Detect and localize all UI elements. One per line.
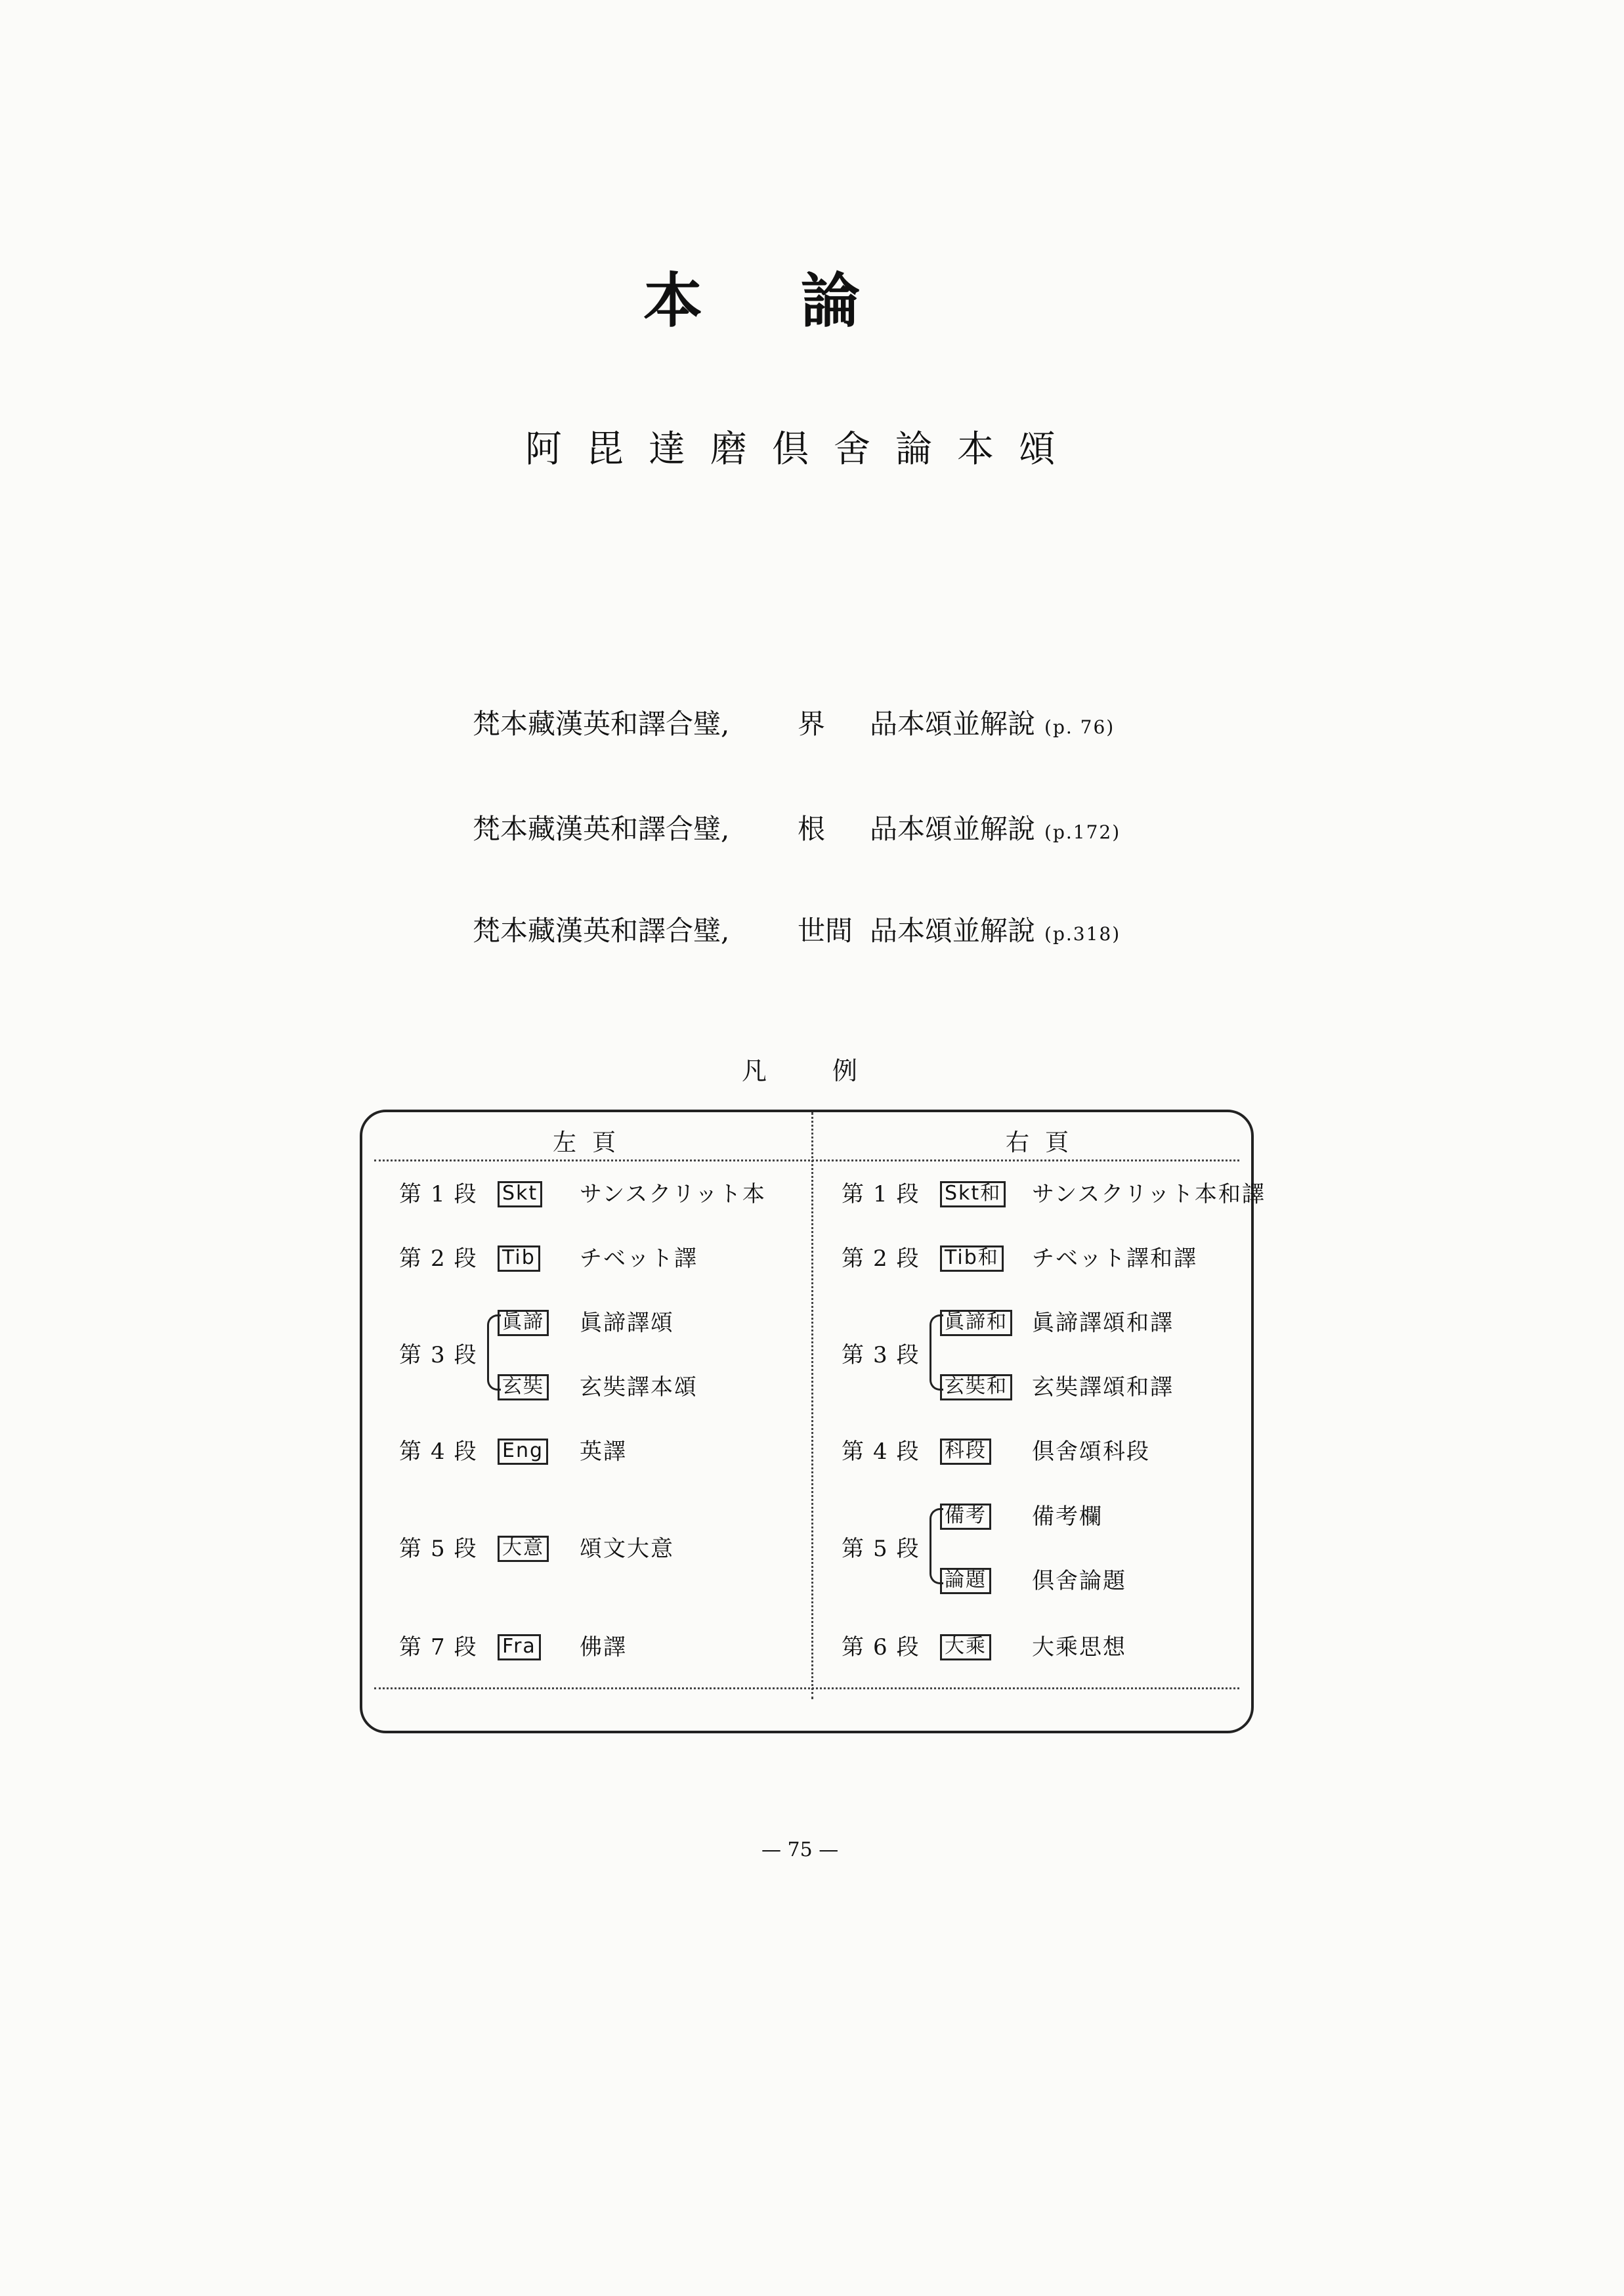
legend-column-divider <box>811 1112 813 1699</box>
row-description: チベット譯 <box>580 1245 698 1272</box>
legend-row <box>399 1242 793 1275</box>
row-stage: 第3段 <box>842 1342 928 1368</box>
row-code-box: Tib和 <box>940 1245 1004 1272</box>
row-code-box: 備考 <box>940 1504 991 1530</box>
row-code-box: 大意 <box>498 1536 549 1562</box>
row-description: 大乘思想 <box>1032 1634 1126 1660</box>
legend-subrow <box>842 1500 1249 1533</box>
row-stage: 第2段 <box>842 1245 928 1272</box>
row-description: チベット譯和譯 <box>1032 1245 1197 1272</box>
row-description: 佛譯 <box>580 1634 627 1660</box>
reference-chapter: 世間 <box>798 915 853 947</box>
legend-row <box>842 1339 1249 1372</box>
legend-header-divider <box>374 1159 1239 1161</box>
row-code-box: Fra <box>498 1634 541 1660</box>
row-stage: 第6段 <box>842 1634 928 1660</box>
legend-row <box>399 1339 793 1372</box>
reference-source: 梵本藏漢英和譯合璧, <box>473 915 730 947</box>
reference-chapter-suffix: 品本頌並解說 <box>870 915 1036 947</box>
legend-row <box>842 1631 1249 1664</box>
legend-row <box>399 1435 793 1468</box>
legend-subrow <box>842 1565 1249 1597</box>
row-description: 頌文大意 <box>580 1536 674 1562</box>
reference-chapter-suffix: 品本頌並解說 <box>870 813 1036 845</box>
row-description: 玄奘譯本頌 <box>580 1374 698 1400</box>
legend-subrow <box>842 1307 1249 1339</box>
row-description: 倶舍頌科段 <box>1032 1439 1150 1465</box>
reference-page: (p. 76) <box>1044 716 1115 738</box>
row-stage: 第2段 <box>399 1245 486 1272</box>
row-stage: 第7段 <box>399 1634 486 1660</box>
reference-source: 梵本藏漢英和譯合璧, <box>473 708 730 740</box>
page-subtitle: 阿毘達磨倶舍論本頌 <box>525 428 1080 471</box>
row-stage: 第1段 <box>842 1181 928 1207</box>
legend-row <box>842 1532 1249 1565</box>
reference-line <box>473 808 1326 847</box>
reference-line <box>473 703 1326 742</box>
reference-source: 梵本藏漢英和譯合璧, <box>473 813 730 845</box>
legend-row <box>399 1631 793 1664</box>
row-description: サンスクリット本 <box>580 1181 766 1207</box>
row-code-box: 論題 <box>940 1568 991 1594</box>
legend-row <box>399 1532 793 1565</box>
row-description: 眞諦譯頌 <box>580 1310 674 1336</box>
row-description: 倶舍論題 <box>1032 1568 1126 1594</box>
legend-subrow <box>399 1307 793 1339</box>
legend-heading: 凡例 <box>742 1056 924 1085</box>
page-number: — 75 — <box>761 1838 839 1861</box>
row-code-box: Skt <box>498 1181 542 1207</box>
legend-row <box>842 1242 1249 1275</box>
reference-chapter: 界 <box>798 708 826 740</box>
legend-row <box>842 1435 1249 1468</box>
reference-chapter: 根 <box>798 813 826 845</box>
left-page-header: 左頁 <box>553 1129 632 1156</box>
row-code-box: Skt和 <box>940 1181 1006 1207</box>
row-code-box: Tib <box>498 1245 540 1272</box>
page-title: 本論 <box>643 266 958 336</box>
reference-chapter-suffix: 品本頌並解說 <box>870 708 1036 740</box>
row-stage: 第4段 <box>399 1439 486 1465</box>
row-stage: 第3段 <box>399 1342 486 1368</box>
row-stage: 第1段 <box>399 1181 486 1207</box>
reference-page: (p.318) <box>1044 923 1121 945</box>
row-code-box: 眞諦 <box>498 1310 549 1336</box>
row-code-box: 玄奘 <box>498 1374 549 1400</box>
reference-line <box>473 909 1326 949</box>
legend-subrow <box>842 1371 1249 1404</box>
reference-page: (p.172) <box>1044 821 1121 843</box>
row-code-box: 大乘 <box>940 1634 991 1660</box>
row-stage: 第4段 <box>842 1439 928 1465</box>
legend-subrow <box>399 1371 793 1404</box>
row-code-box: Eng <box>498 1439 548 1465</box>
row-code-box: 科段 <box>940 1439 991 1465</box>
right-page-header: 右頁 <box>1006 1129 1085 1156</box>
legend-row <box>842 1178 1266 1211</box>
row-code-box: 眞諦和 <box>940 1310 1012 1336</box>
row-description: サンスクリット本和譯 <box>1032 1181 1266 1207</box>
row-description: 眞諦譯頌和譯 <box>1032 1310 1174 1336</box>
row-stage: 第5段 <box>399 1536 486 1562</box>
legend-box <box>360 1110 1266 1733</box>
legend-footer-divider <box>374 1687 1239 1689</box>
row-description: 英譯 <box>580 1439 627 1465</box>
legend-row <box>399 1178 793 1211</box>
row-stage: 第5段 <box>842 1536 928 1562</box>
row-description: 備考欄 <box>1032 1504 1103 1530</box>
row-description: 玄奘譯頌和譯 <box>1032 1374 1174 1400</box>
row-code-box: 玄奘和 <box>940 1374 1012 1400</box>
